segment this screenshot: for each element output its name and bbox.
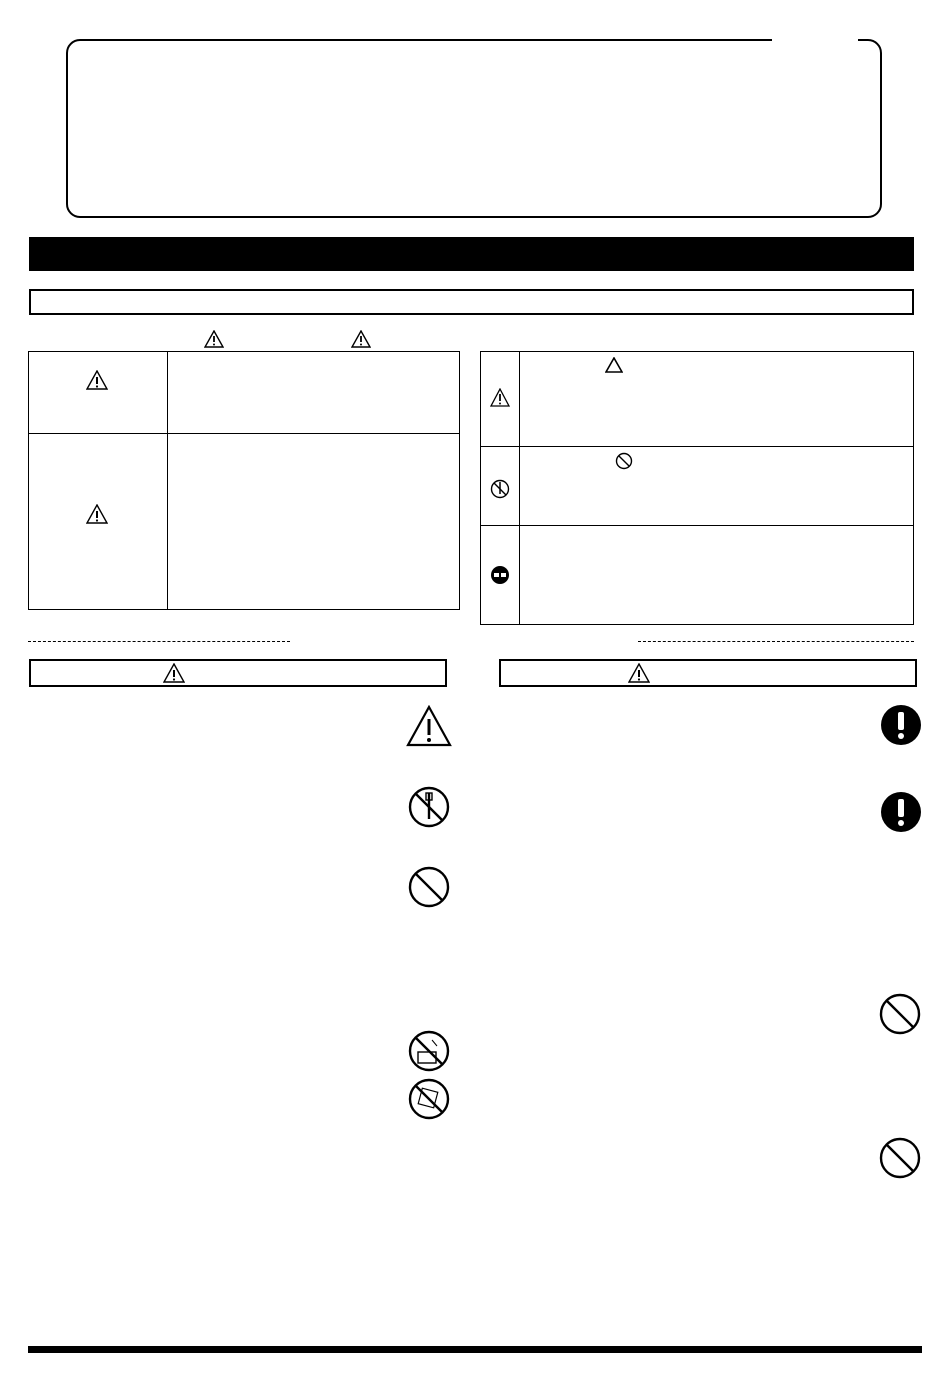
warning-triangle-icon: [628, 663, 650, 683]
warning-triangle-icon: [204, 330, 224, 348]
warning-triangle-icon: [406, 705, 452, 747]
prohibition-circle-icon: [615, 452, 633, 470]
warning-level-table: [28, 351, 460, 610]
subtitle-bar: [29, 289, 914, 315]
prohibited-icon: [879, 1137, 921, 1179]
warning-triangle-icon: [86, 370, 108, 390]
notice-box-gap: [772, 36, 858, 42]
warning-triangle-icon: [86, 504, 108, 524]
page-title-bar: [29, 237, 914, 271]
caution-section-header: [499, 659, 917, 687]
symbol-legend-table: [480, 351, 914, 625]
do-not-disassemble-icon: [408, 786, 450, 828]
warning-triangle-icon: [163, 663, 185, 683]
prohibited-icon: [408, 866, 450, 908]
bottom-rule: [28, 1346, 922, 1353]
no-water-icon: [408, 1030, 450, 1072]
dashed-divider-left: [28, 641, 290, 642]
mandatory-exclamation-icon: [880, 791, 922, 833]
warning-triangle-icon: [351, 330, 371, 348]
caution-triangle-icon: [490, 388, 510, 407]
notice-box: [66, 39, 882, 218]
unplug-icon: [490, 565, 510, 585]
dashed-divider-right: [638, 641, 914, 642]
no-small-children-icon: [408, 1078, 450, 1120]
mandatory-exclamation-icon: [880, 704, 922, 746]
triangle-outline-icon: [605, 357, 623, 373]
prohibited-icon: [879, 993, 921, 1035]
warning-section-header: [29, 659, 447, 687]
do-not-disassemble-icon: [490, 479, 510, 499]
